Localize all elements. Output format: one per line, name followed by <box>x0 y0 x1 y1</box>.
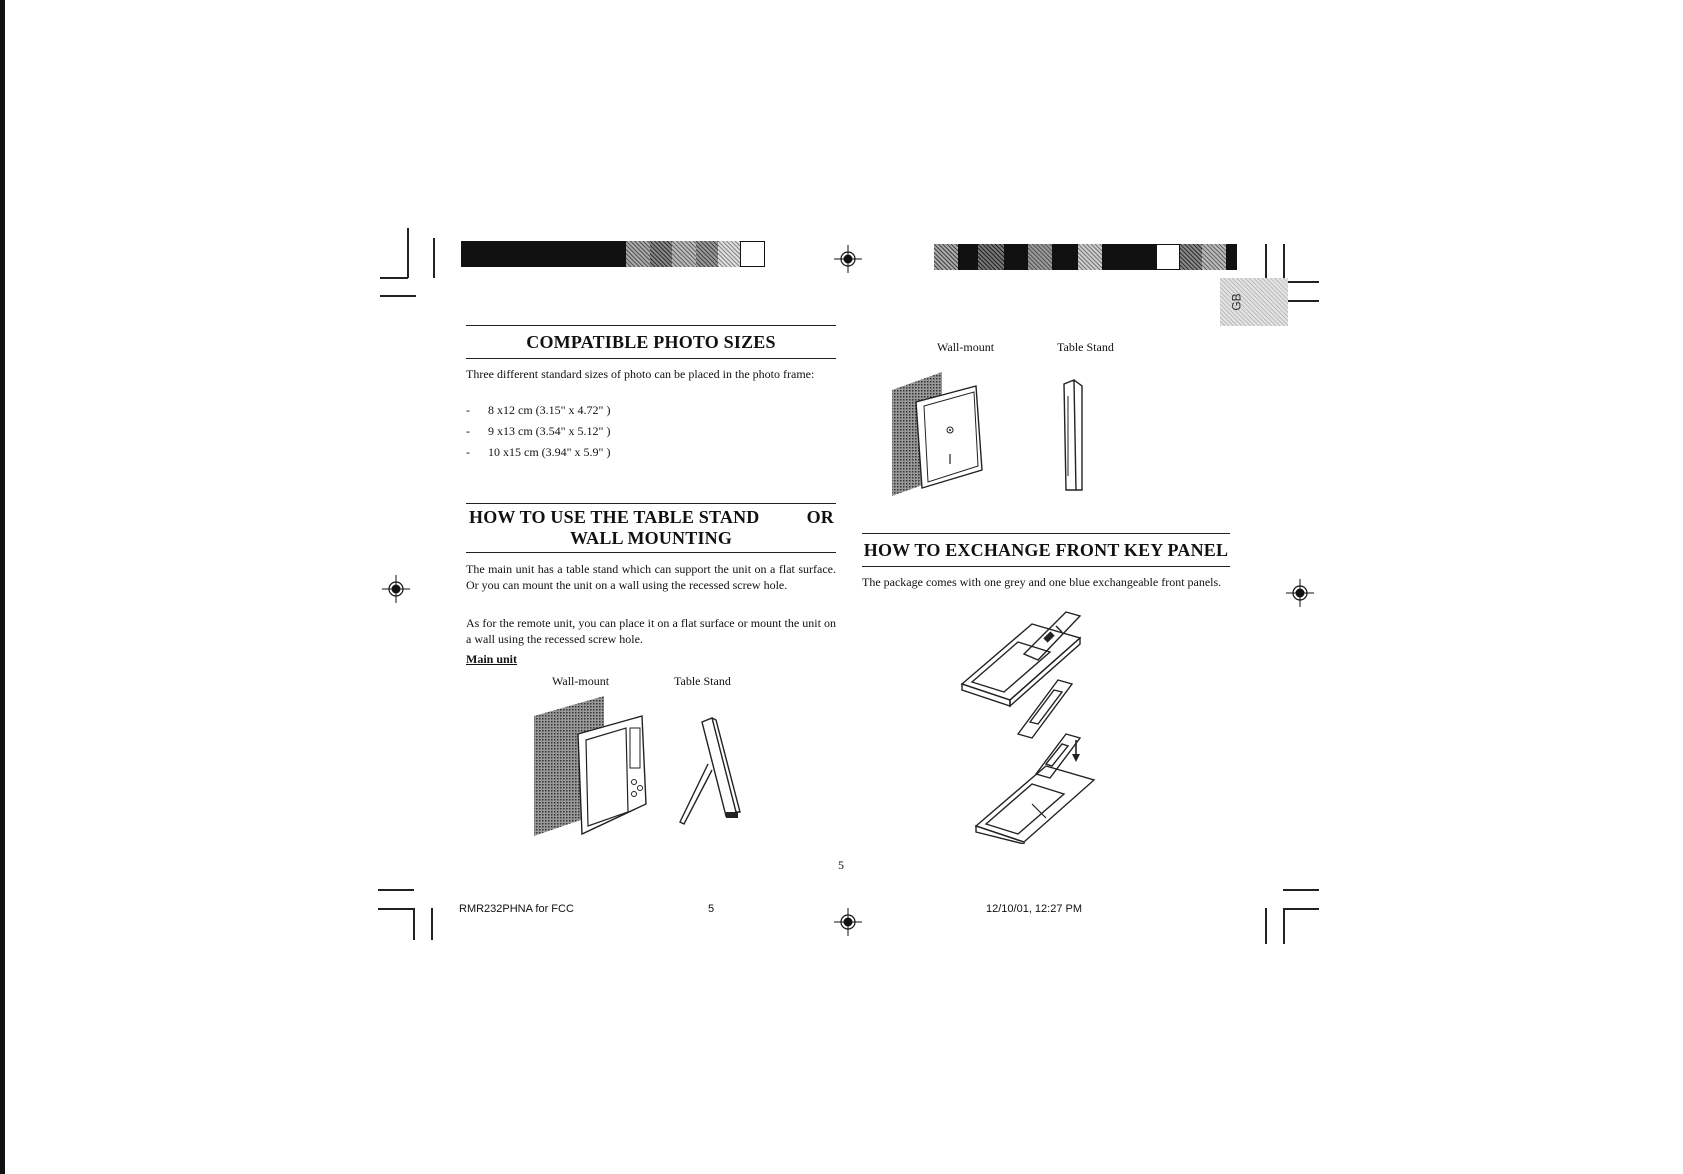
crop-mark <box>1283 244 1285 282</box>
crop-mark <box>1283 281 1319 283</box>
key-panel-exchange-illustration <box>958 604 1108 844</box>
main-unit-table-stand-illustration <box>674 716 754 826</box>
main-unit-wall-mount-illustration <box>530 694 650 839</box>
crop-mark <box>431 908 433 940</box>
crop-mark <box>1283 908 1285 944</box>
crop-mark <box>1283 300 1319 302</box>
table-stand-title-line2: WALL MOUNTING <box>569 528 733 548</box>
footer-page: 5 <box>708 903 715 915</box>
crop-mark <box>413 908 415 940</box>
crop-mark <box>378 908 414 910</box>
list-item: - 8 x12 cm (3.15" x 4.72" ) <box>466 400 836 421</box>
compatible-sizes-intro: Three different standard sizes of photo can be placed in the photo frame: <box>466 367 815 381</box>
compatible-sizes-title: COMPATIBLE PHOTO SIZES <box>466 325 836 359</box>
crop-mark <box>1265 244 1267 282</box>
color-calibration-bar <box>934 244 1237 270</box>
crop-mark <box>380 277 408 279</box>
main-unit-label: Main unit <box>466 652 518 666</box>
remote-wall-mount-caption: Wall-mount <box>937 340 995 354</box>
crop-mark <box>378 889 414 891</box>
color-calibration-bar <box>461 241 767 267</box>
language-tab-label: GB <box>1229 293 1244 311</box>
list-item: - 9 x13 cm (3.54" x 5.12" ) <box>466 421 836 442</box>
table-stand-title-line1: HOW TO USE THE TABLE STAND <box>469 507 760 527</box>
crop-mark <box>1265 908 1267 944</box>
crop-mark <box>407 228 409 278</box>
exchange-panel-title: HOW TO EXCHANGE FRONT KEY PANEL <box>862 533 1230 567</box>
language-tab <box>1220 278 1288 326</box>
remote-unit-wall-mount-illustration <box>888 372 998 498</box>
registration-mark-icon <box>382 575 410 603</box>
registration-mark-icon <box>1286 579 1314 607</box>
registration-mark-icon <box>834 908 862 936</box>
crop-mark <box>1283 908 1319 910</box>
photo-size-list <box>466 400 836 463</box>
remote-unit-table-stand-illustration <box>1054 376 1094 496</box>
page-number: 5 <box>838 858 844 872</box>
table-stand-title <box>466 503 836 553</box>
crop-mark <box>380 295 416 297</box>
table-stand-para1: The main unit has a table stand which can support the unit on a flat surface. Or you can mount the unit on a wall using the recessed screw hole. <box>466 562 836 592</box>
crop-mark <box>433 238 435 278</box>
footer-doc-name: RMR232PHNA for FCC <box>459 903 574 915</box>
main-table-stand-caption: Table Stand <box>674 674 731 688</box>
footer-timestamp: 12/10/01, 12:27 PM <box>986 903 1083 915</box>
remote-table-stand-caption: Table Stand <box>1057 340 1114 354</box>
list-item: - 10 x15 cm (3.94" x 5.9" ) <box>466 442 836 463</box>
registration-mark-icon <box>834 245 862 273</box>
scan-edge <box>0 0 5 1174</box>
main-wall-mount-caption: Wall-mount <box>552 674 610 688</box>
table-stand-para2: As for the remote unit, you can place it on a flat surface or mount the unit on a wall using the recessed screw hole. <box>466 616 836 646</box>
exchange-panel-para: The package comes with one grey and one blue exchangeable front panels. <box>862 575 1222 589</box>
table-stand-title-or: OR <box>806 507 834 527</box>
crop-mark <box>1283 889 1319 891</box>
